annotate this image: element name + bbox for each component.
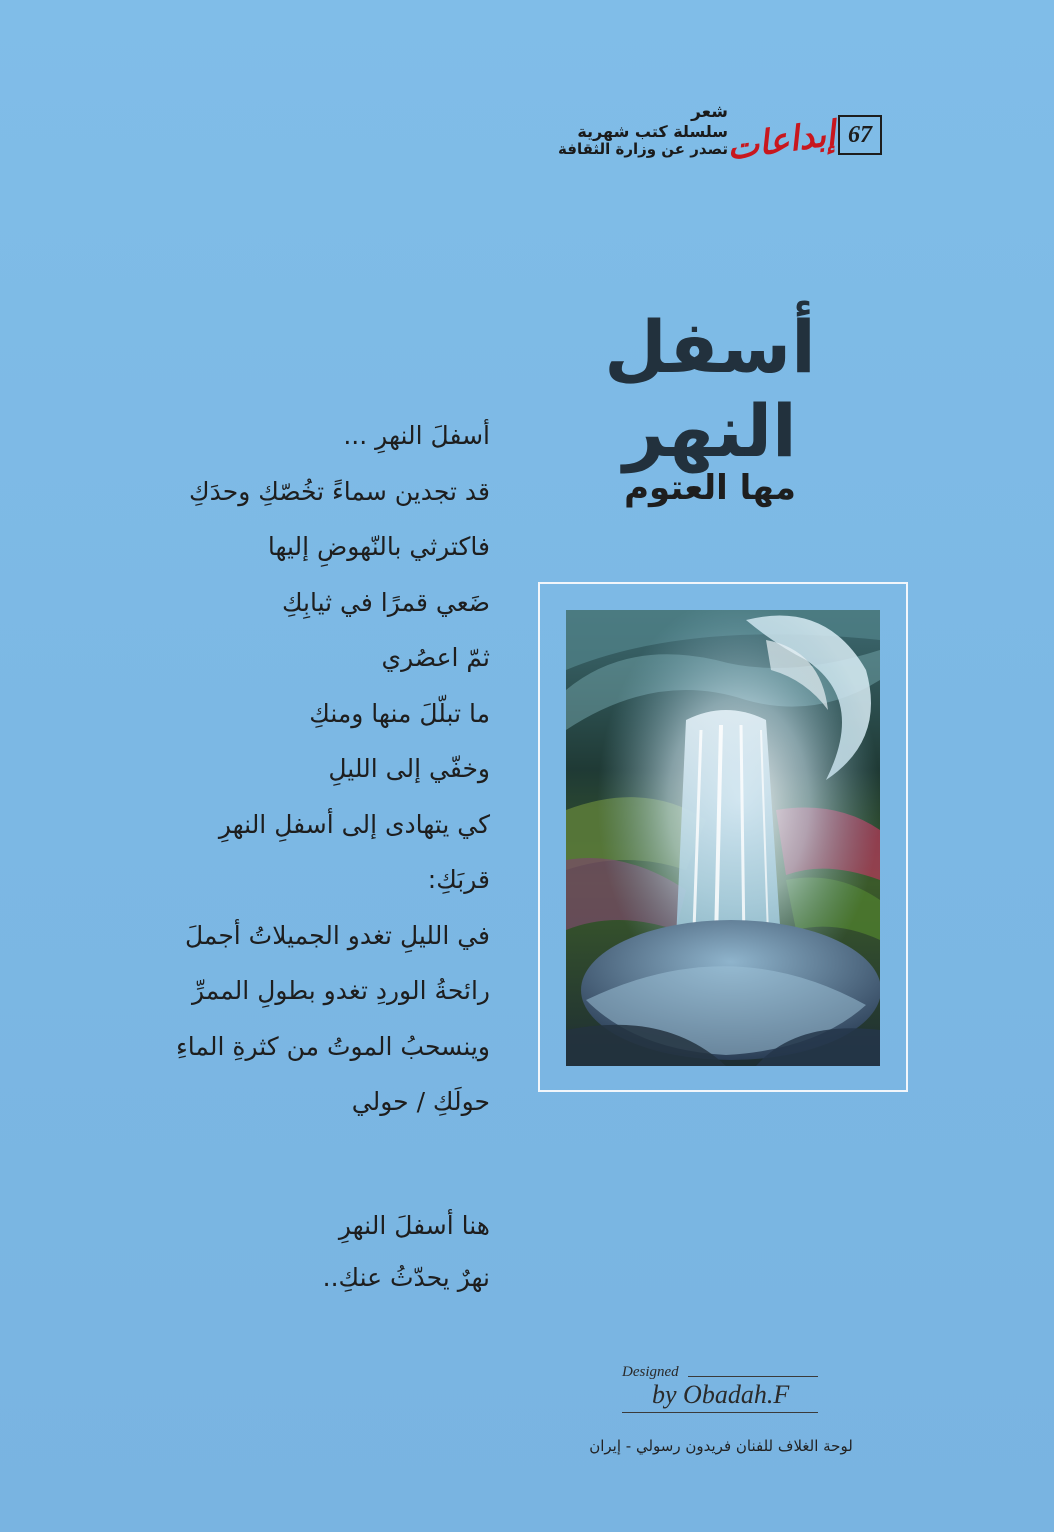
poem-line: قربَكِ:	[427, 865, 490, 894]
poem-line: أسفلَ النهرِ ...	[343, 421, 490, 450]
poem-line: قد تجدين سماءً تخُصّكِ وحدَكِ	[189, 476, 490, 506]
poem-line: كي يتهادى إلى أسفلِ النهرِ	[218, 809, 490, 839]
poem-excerpt	[176, 408, 490, 1130]
poem-line: ما تبلّلَ منها ومنكِ	[309, 698, 490, 728]
poem-line: ثمّ اعصُري	[381, 643, 490, 672]
cover-painting	[566, 610, 880, 1066]
cover-art-credit: لوحة الغلاف للفنان فريدون رسولي - إيران	[589, 1437, 853, 1455]
poem-line: نهرٌ يحدّثُ عنكِ..	[322, 1263, 490, 1292]
series-header	[548, 103, 888, 183]
signature-rule	[688, 1376, 818, 1377]
series-info	[548, 103, 728, 158]
series-publisher: تصدر عن وزارة الثقافة	[558, 139, 728, 158]
poem-line: وخفّي إلى الليلِ	[328, 754, 490, 783]
signature-rule	[622, 1412, 818, 1413]
poem-line: رائحةُ الوردِ تغدو بطولِ الممرِّ	[191, 976, 490, 1005]
designer-line-2: by Obadah.F	[652, 1380, 790, 1409]
poem-line: هنا أسفلَ النهرِ	[338, 1211, 490, 1240]
poem-line: حولَكِ / حولي	[351, 1087, 490, 1116]
author-name: مها العتوم	[624, 468, 796, 508]
poem-line: في الليلِ تغدو الجميلاتُ أجملَ	[184, 920, 490, 950]
book-title: أسفل النهر	[604, 305, 816, 473]
series-genre: شعر	[691, 102, 728, 122]
issue-number-box: 67	[838, 115, 882, 155]
poem-line: فاكترثي بالنّهوضِ إليها	[267, 532, 490, 561]
series-name: سلسلة كتب شهرية	[577, 121, 728, 141]
poem-coda	[200, 1200, 490, 1304]
designer-signature	[618, 1362, 823, 1416]
poem-line: وينسحبُ الموتُ من كثرةِ الماءِ	[176, 1031, 490, 1061]
designer-line-1: Designed	[622, 1364, 679, 1380]
series-logo: إبداعات	[724, 113, 838, 168]
poem-line: ضَعي قمرًا في ثيابِكِ	[281, 587, 490, 617]
